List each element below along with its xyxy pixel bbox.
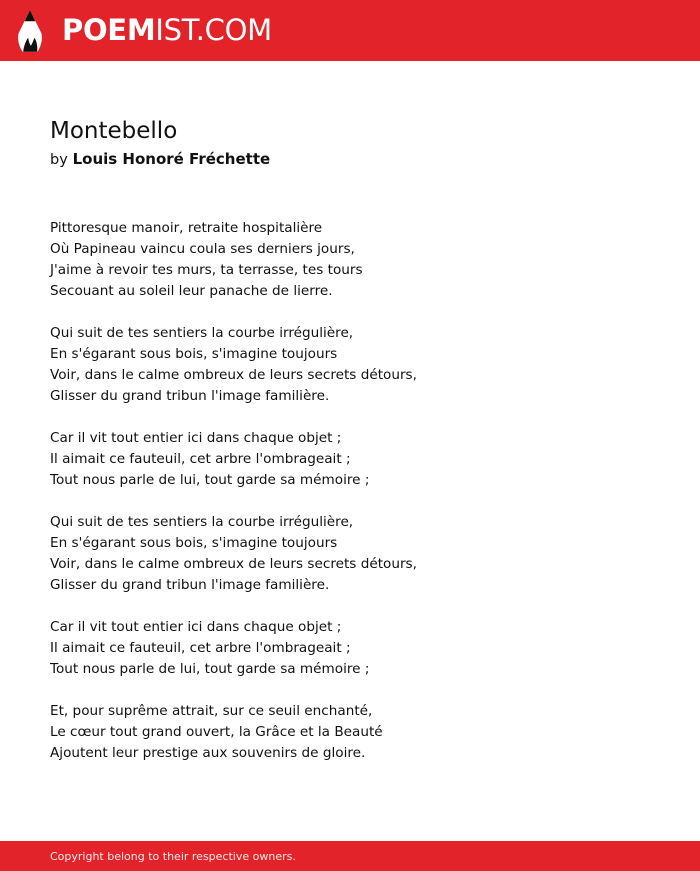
poem-line: Pittoresque manoir, retraite hospitalière bbox=[50, 220, 323, 236]
poem-line: Glisser du grand tribun l'image familière. bbox=[50, 388, 330, 404]
author-name: Louis Honoré Fréchette bbox=[72, 150, 271, 168]
copyright-notice: Copyright belong to their respective owners. bbox=[50, 850, 296, 863]
pencil-icon bbox=[17, 9, 43, 53]
poem-line: Secouant au soleil leur panache de lierre. bbox=[50, 283, 333, 299]
site-header bbox=[0, 0, 700, 61]
poem-stanza bbox=[50, 218, 650, 302]
poem-line: Qui suit de tes sentiers la courbe irrégulière, bbox=[50, 325, 354, 341]
poem-line: Glisser du grand tribun l'image familière. bbox=[50, 577, 330, 593]
poem-stanza bbox=[50, 701, 650, 764]
poem-line: Tout nous parle de lui, tout garde sa mémoire ; bbox=[50, 472, 370, 488]
logo-text-light: IST.COM bbox=[155, 13, 272, 47]
poem-line: En s'égarant sous bois, s'imagine toujours bbox=[50, 346, 338, 362]
poem-body bbox=[50, 218, 650, 785]
poem-line: En s'égarant sous bois, s'imagine toujours bbox=[50, 535, 338, 551]
poem-line: Qui suit de tes sentiers la courbe irrégulière, bbox=[50, 514, 354, 530]
byline bbox=[50, 148, 270, 171]
poem-stanza bbox=[50, 323, 650, 407]
poem-stanza bbox=[50, 617, 650, 680]
poem-line: Voir, dans le calme ombreux de leurs secrets détours, bbox=[50, 556, 417, 572]
poem-line: Où Papineau vaincu coula ses derniers jours, bbox=[50, 241, 355, 257]
poem-stanza bbox=[50, 512, 650, 596]
poem-line: Voir, dans le calme ombreux de leurs secrets détours, bbox=[50, 367, 417, 383]
byline-prefix: by bbox=[50, 152, 68, 168]
poem-line: Il aimait ce fauteuil, cet arbre l'ombrageait ; bbox=[50, 640, 351, 656]
site-footer bbox=[0, 841, 700, 871]
site-logo[interactable] bbox=[62, 12, 272, 48]
poem-line: Le cœur tout grand ouvert, la Grâce et la Beauté bbox=[50, 724, 383, 740]
poem-line: Il aimait ce fauteuil, cet arbre l'ombrageait ; bbox=[50, 451, 351, 467]
poem-title: Montebello bbox=[50, 118, 178, 144]
poem-stanza bbox=[50, 428, 650, 491]
poem-line: Tout nous parle de lui, tout garde sa mémoire ; bbox=[50, 661, 370, 677]
poem-line: Car il vit tout entier ici dans chaque objet ; bbox=[50, 430, 342, 446]
logo-text-bold: POEM bbox=[62, 13, 156, 47]
poem-line: Et, pour suprême attrait, sur ce seuil enchanté, bbox=[50, 703, 373, 719]
poem-line: Ajoutent leur prestige aux souvenirs de gloire. bbox=[50, 745, 366, 761]
poem-line: J'aime à revoir tes murs, ta terrasse, tes tours bbox=[50, 262, 363, 278]
poem-line: Car il vit tout entier ici dans chaque objet ; bbox=[50, 619, 342, 635]
